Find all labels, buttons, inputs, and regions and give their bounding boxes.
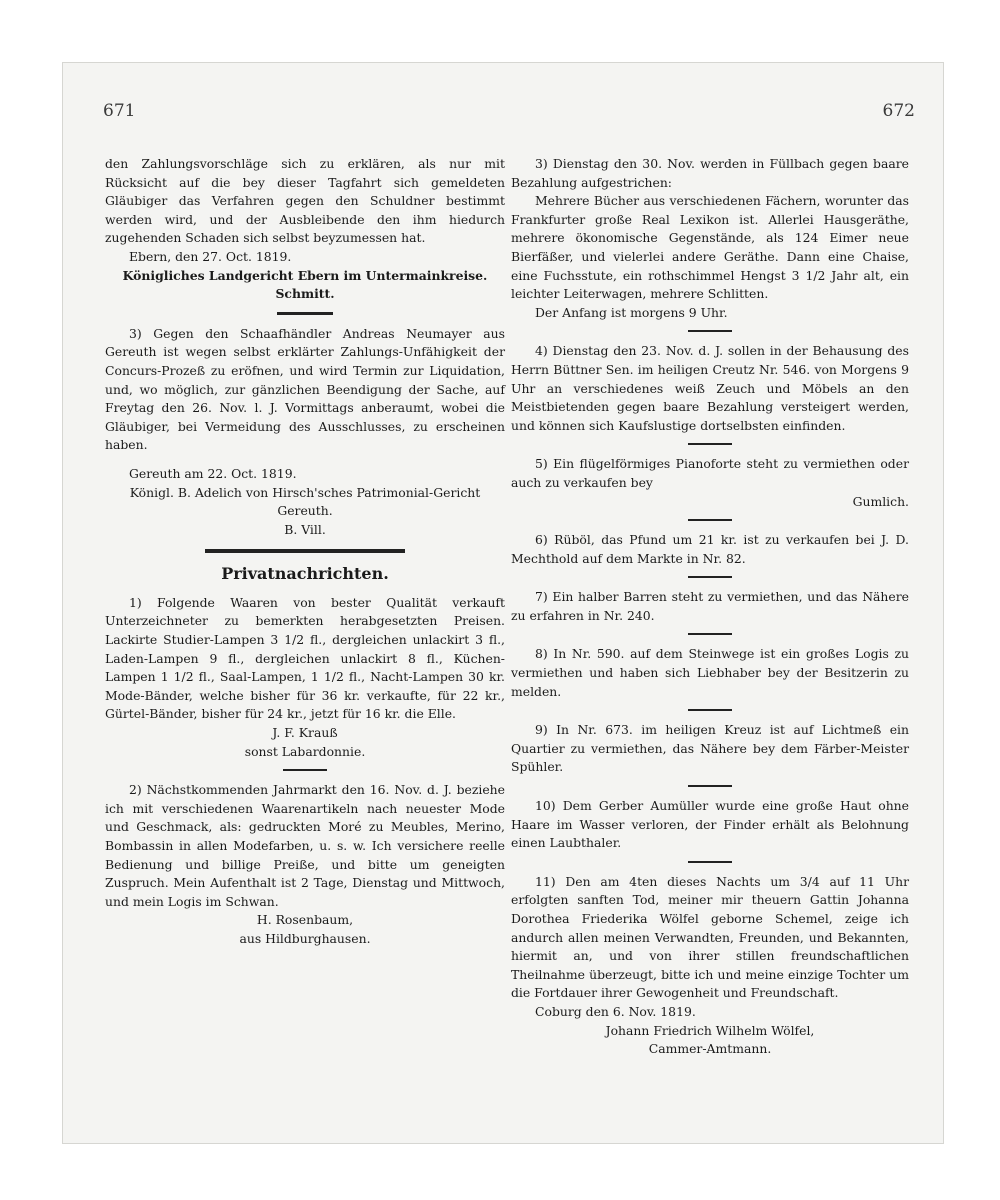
item6-text: 6) Rüböl, das Pfund um 21 kr. ist zu verkaufen bei J. D. Mechthold auf dem Markte in Nr. 82. (511, 532, 909, 566)
left-column (105, 155, 505, 949)
divider (688, 709, 732, 711)
item3-text: 3) Dienstag den 30. Nov. werden in Füllbach gegen baare Bezahlung aufgestrichen: (511, 156, 909, 190)
item10-text: 10) Dem Gerber Aumüller wurde eine große Haut ohne Haare im Wasser verloren, der Finder erhält als Belohnung einen Laubthaler. (511, 798, 909, 851)
notice3-signer: B. Vill. (284, 521, 326, 537)
item3-text-3: Der Anfang ist morgens 9 Uhr. (535, 304, 728, 320)
item2-signer-2: aus Hildburghausen. (239, 930, 371, 946)
section-divider (205, 549, 405, 553)
notice-intro-text: den Zahlungsvorschläge sich zu erklären, als nur mit Rücksicht auf die bey dieser Tagfahrt sich gemeldeten Gläubiger das Verfahren gegen den Schuldner bestimmt werden wird, und der Ausbleibende den ihm hiedurch zugehenden Schaden sich selbst beyzumessen hat. (105, 156, 505, 246)
item11-signer-2: Cammer-Amtmann. (648, 1041, 772, 1057)
divider (688, 443, 732, 445)
divider (688, 633, 732, 635)
item2-signer: H. Rosenbaum, (256, 912, 354, 928)
item1-text: 1) Folgende Waaren von bester Qualität verkauft Unterzeichneter zu bemerkten herabgesetzten Preisen. Lackirte Studier-Lampen 3 1/2 fl., dergleichen unlackirt 3 fl., Laden-Lampen 9 fl., dergleichen unlackirt 8 fl., Küchen-Lampen 1 1/2 fl., Saal-Lampen, 1 1/2 fl., Nacht-Lampen 30 kr. Mode-Bänder, welche bisher für 36 kr. verkaufte, für 22 kr., Gürtel-Bänder, bisher für 24 kr., jetzt für 16 kr. die Elle. (105, 594, 505, 722)
item11-text: 11) Den am 4ten dieses Nachts um 3/4 auf 11 Uhr erfolgten sanften Tod, meiner mir theuern Gattin Johanna Dorothea Friederika Wölfel geborne Schemel, zeige ich andurch allen meinen Verwandten, Freunden, und Bekannten, hiermit an, und von ihrer stillen freundschaftlichen Theilnahme überzeugt, bitte ich und meine einzige Tochter um die Fortdauer ihrer Gewogenheit und Freundschaft. (511, 873, 909, 1001)
right-column (511, 155, 909, 1059)
divider (688, 576, 732, 578)
notice-intro-date: Ebern, den 27. Oct. 1819. (129, 248, 292, 264)
newspaper-page (62, 62, 944, 1144)
notice3-text: 3) Gegen den Schaafhändler Andreas Neumayer aus Gereuth ist wegen selbst erklärter Zahlungs-Unfähigkeit der Concurs-Prozeß zu eröfnen, und wird Termin zur Liquidation, und, wo möglich, zur gänzlichen Beendigung der Sache, auf Freytag den 26. Nov. l. J. Vormittags anberaumt, wobei die Gläubiger, bei Vermeidung des Ausschlusses, zu erscheinen haben. (105, 325, 505, 453)
section-heading-private: Privatnachrichten. (221, 564, 389, 584)
item1-signer: J. F. Krauß (272, 725, 338, 741)
divider (283, 769, 327, 771)
item9-text: 9) In Nr. 673. im heiligen Kreuz ist auf Lichtmeß ein Quartier zu vermiethen, das Nähere bey dem Färber-Meister Spühler. (511, 722, 909, 775)
item8-text: 8) In Nr. 590. auf dem Steinwege ist ein großes Logis zu vermiethen und haben sich Liebhaber bey der Besitzerin zu melden. (511, 646, 909, 699)
item2-text: 2) Nächstkommenden Jahrmarkt den 16. Nov. d. J. beziehe ich mit verschiedenen Waarenartikeln nach neuester Mode und Geschmack, als: gedruckten Moré zu Meubles, Merino, Bombassin in allen Modefarben, u. s. w. Ich versichere reelle Bedienung und billige Preiße, und bitte um geneigten Zuspruch. Mein Aufenthalt ist 2 Tage, Dienstag und Mittwoch, und mein Logis im Schwan. (105, 782, 505, 909)
divider (688, 330, 732, 332)
item7-text: 7) Ein halber Barren steht zu vermiethen, und das Nähere zu erfahren in Nr. 240. (511, 589, 909, 623)
item4-text: 4) Dienstag den 23. Nov. d. J. sollen in der Behausung des Herrn Büttner Sen. im heiligen Creutz Nr. 546. von Morgens 9 Uhr an verschiedenes weiß Zeuch und Möbels an den Meistbietenden gegen baare Bezahlung versteigert werden, und können sich Kaufslustige dortselbsten einfinden. (511, 343, 909, 433)
notice3-court: Königl. B. Adelich von Hirsch'sches Patrimonial-Gericht Gereuth. (129, 484, 481, 519)
divider (277, 312, 333, 315)
item1-signer-2: sonst Labardonnie. (244, 743, 366, 759)
item11-signer: Johann Friedrich Wilhelm Wölfel, (605, 1022, 815, 1038)
item11-date: Coburg den 6. Nov. 1819. (535, 1003, 696, 1019)
spacer (105, 455, 505, 465)
divider (688, 519, 732, 521)
page-number-right: 672 (882, 101, 915, 121)
item5-text: 5) Ein flügelförmiges Pianoforte steht zu vermiethen oder auch zu verkaufen bey (511, 456, 909, 490)
divider (688, 861, 732, 863)
notice-intro-signer: Schmitt. (275, 286, 335, 302)
notice3-date: Gereuth am 22. Oct. 1819. (129, 465, 297, 481)
divider (688, 785, 732, 787)
item5-signer: Gumlich. (852, 493, 909, 509)
page-number-left: 671 (103, 101, 136, 121)
notice-intro-court: Königliches Landgericht Ebern im Untermainkreise. (122, 267, 488, 283)
item3-text-2: Mehrere Bücher aus verschiedenen Fächern, worunter das Frankfurter große Real Lexikon ist. Allerlei Hausgeräthe, mehrere ökonomische Gegenstände, als 124 Eimer neue Bierfäßer, und vielerlei andere Geräthe. Dann eine Chaise, eine Fuchsstute, ein rothschimmel Hengst 3 1/2 Jahr alt, ein leichter Leiterwagen, mehrere Schlitten. (511, 193, 909, 302)
